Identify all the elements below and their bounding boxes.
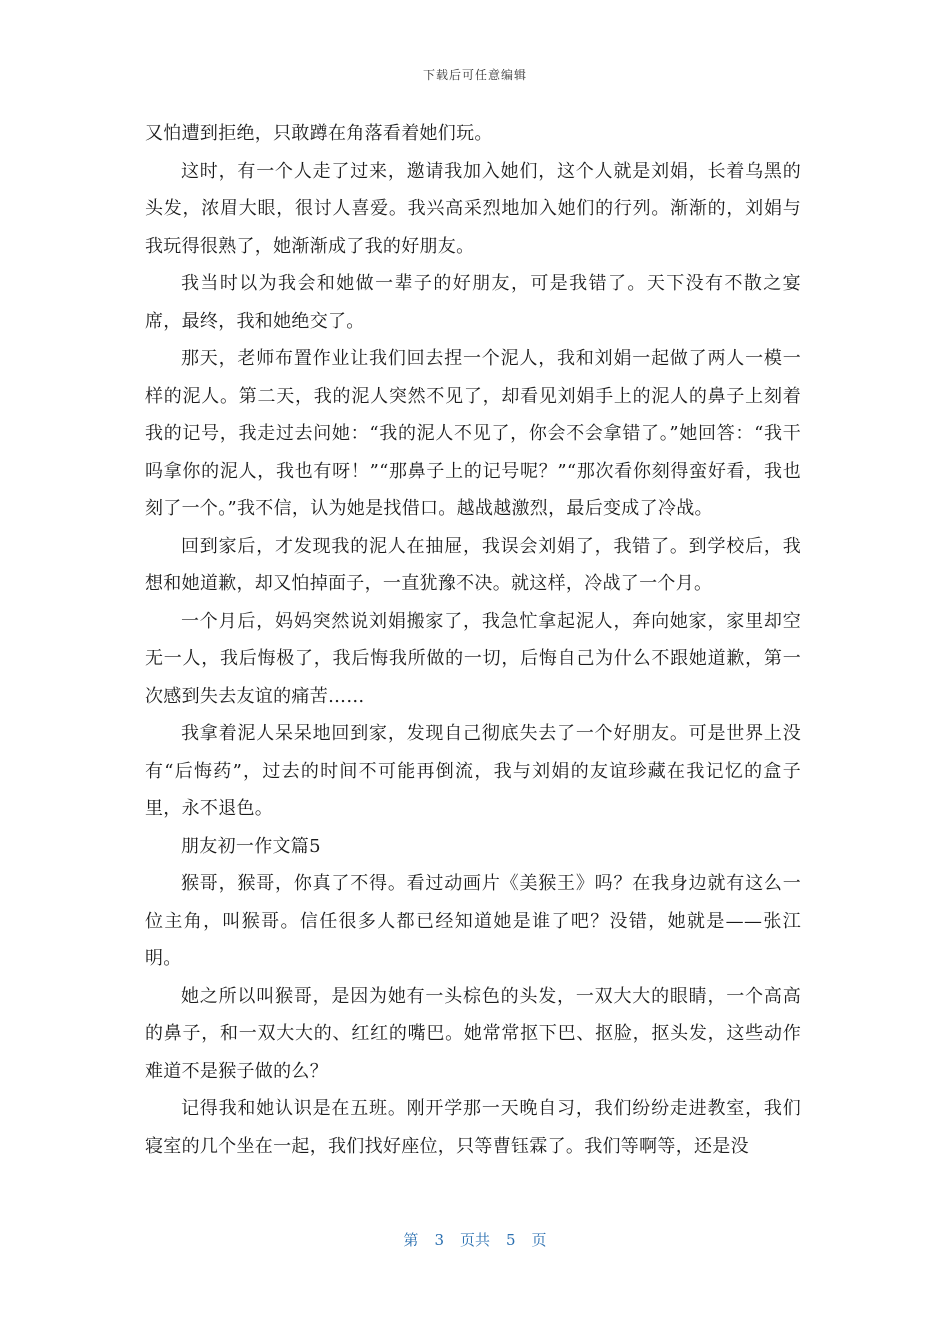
footer-suffix: 页 xyxy=(531,1231,547,1249)
page-header: 下载后可任意编辑 xyxy=(422,68,527,82)
paragraph: 猴哥，猴哥，你真了不得。看过动画片《美猴王》吗？在我身边就有这么一位主角，叫猴哥。信任很多人都已经知道她是谁了吧？没错，她就是——张江明。 xyxy=(145,873,801,969)
footer-total-pages: 5 xyxy=(506,1231,516,1249)
paragraph: 记得我和她认识是在五班。刚开学那一天晚自习，我们纷纷走进教室，我们寝室的几个坐在一起，我们找好座位，只等曹钰霖了。我们等啊等，还是没 xyxy=(145,1098,801,1157)
footer-middle: 页共 xyxy=(459,1231,490,1249)
paragraph: 这时，有一个人走了过来，邀请我加入她们，这个人就是刘娟，长着乌黑的头发，浓眉大眼，很讨人喜爱。我兴高采烈地加入她们的行列。渐渐的，刘娟与我玩得很熟了，她渐渐成了我的好朋友。 xyxy=(145,160,801,257)
paragraph: 她之所以叫猴哥，是因为她有一头棕色的头发，一双大大的眼睛，一个高高的鼻子，和一双大大的、红红的嘴巴。她常常抠下巴、抠脸，抠头发，这些动作难道不是猴子做的么？ xyxy=(145,985,801,1082)
footer-current-page: 3 xyxy=(434,1231,444,1249)
page-footer xyxy=(0,1229,950,1250)
document-body xyxy=(145,115,801,1165)
section-heading: 朋友初一作文篇5 xyxy=(181,835,321,857)
paragraph: 我拿着泥人呆呆地回到家，发现自己彻底失去了一个好朋友。可是世界上没有“后悔药”，过去的时间不可能再倒流，我与刘娟的友谊珍藏在我记忆的盒子里，永不退色。 xyxy=(145,723,801,819)
footer-prefix: 第 xyxy=(403,1231,419,1249)
paragraph: 我当时以为我会和她做一辈子的好朋友，可是我错了。天下没有不散之宴席，最终，我和她绝交了。 xyxy=(145,273,801,332)
paragraph: 那天，老师布置作业让我们回去捏一个泥人，我和刘娟一起做了两人一模一样的泥人。第二天，我的泥人突然不见了，却看见刘娟手上的泥人的鼻子上刻着我的记号，我走过去问她：“我的泥人不见了，你会不会拿错了。”她回答：“我干吗拿你的泥人，我也有呀！”“那鼻子上的记号呢？”“那次看你刻得蛮好看，我也刻了一个。”我不信，认为她是找借口。越战越激烈，最后变成了冷战。 xyxy=(145,348,801,519)
paragraph: 回到家后，才发现我的泥人在抽屉，我误会刘娟了，我错了。到学校后，我想和她道歉，却又怕掉面子，一直犹豫不决。就这样，冷战了一个月。 xyxy=(145,535,801,594)
paragraph: 一个月后，妈妈突然说刘娟搬家了，我急忙拿起泥人，奔向她家，家里却空无一人，我后悔极了，我后悔我所做的一切，后悔自己为什么不跟她道歉，第一次感到失去友谊的痛苦…… xyxy=(145,610,801,707)
paragraph: 又怕遭到拒绝，只敢蹲在角落看着她们玩。 xyxy=(145,123,493,144)
